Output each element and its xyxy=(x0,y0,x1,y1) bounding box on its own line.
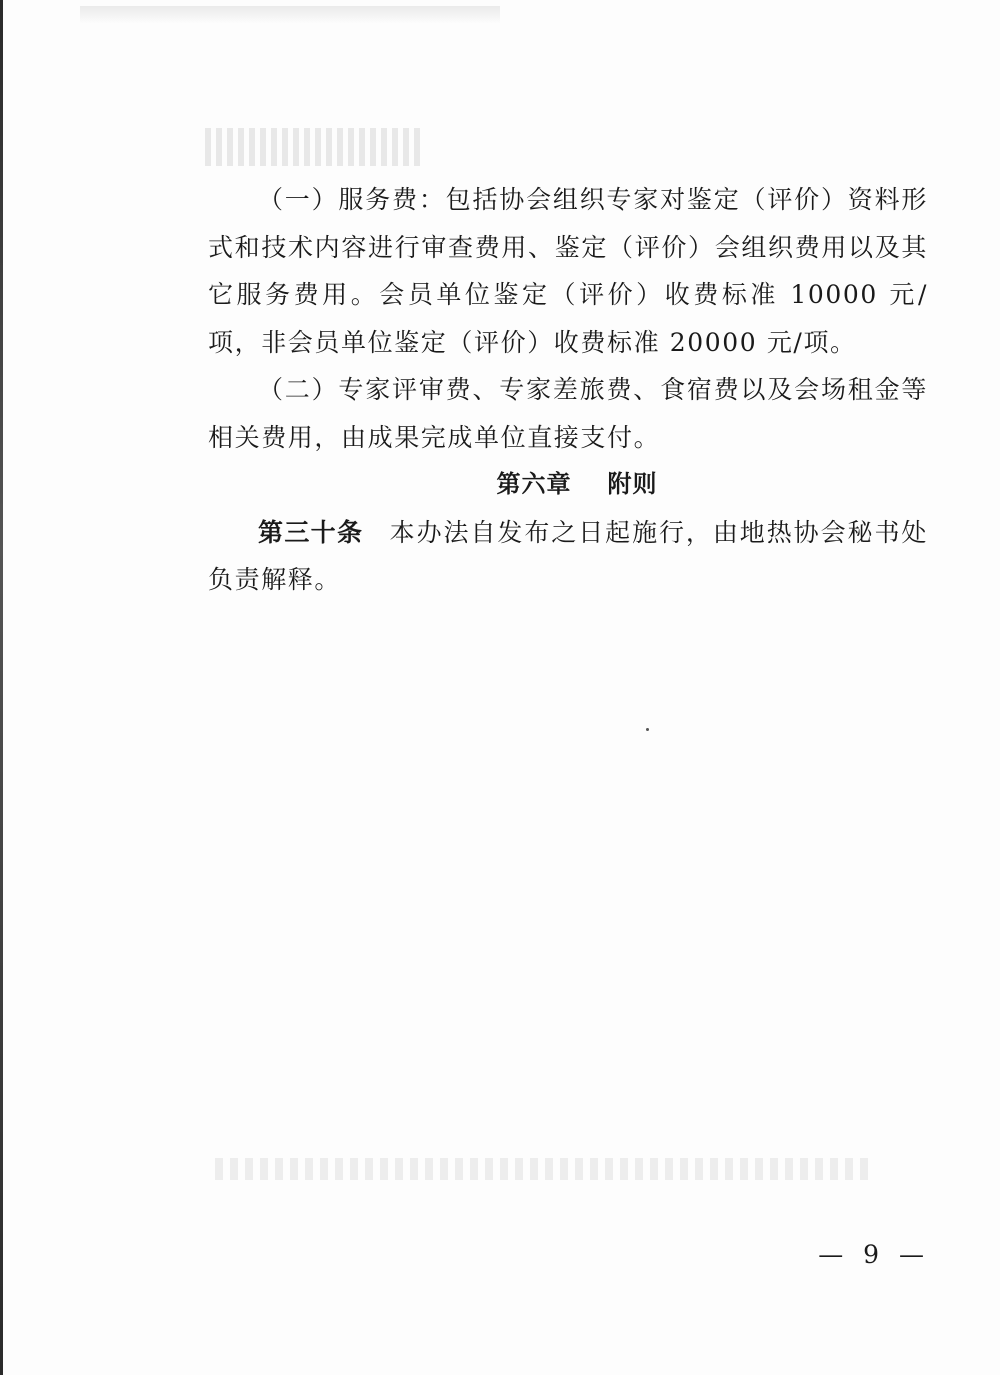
chapter-heading xyxy=(208,461,928,509)
article-text: 本办法自发布之日起施行，由地热协会秘书处负责解释。 xyxy=(208,517,928,594)
scan-edge xyxy=(0,0,3,1375)
article-label: 第三十条 xyxy=(258,517,364,547)
paragraph-service-fee: （一）服务费：包括协会组织专家对鉴定（评价）资料形式和技术内容进行审查费用、鉴定（评价）会组织费用以及其它服务费用。会员单位鉴定（评价）收费标准 10000 元/项，非会员单位鉴定（评价）收费标准 20000 元/项。 xyxy=(208,185,928,357)
article-paragraph xyxy=(208,509,928,604)
bleed-through-footer xyxy=(215,1158,875,1180)
document-body xyxy=(208,176,928,604)
chapter-number: 第六章 xyxy=(496,470,572,498)
paragraph-expert-fee: （二）专家评审费、专家差旅费、食宿费以及会场租金等相关费用，由成果完成单位直接支付。 xyxy=(208,375,928,452)
page-number: — 9 — xyxy=(818,1240,930,1269)
chapter-title: 附则 xyxy=(607,470,658,498)
scan-speck xyxy=(646,728,649,731)
bleed-through-mark xyxy=(205,128,420,166)
scan-shadow xyxy=(80,6,500,24)
